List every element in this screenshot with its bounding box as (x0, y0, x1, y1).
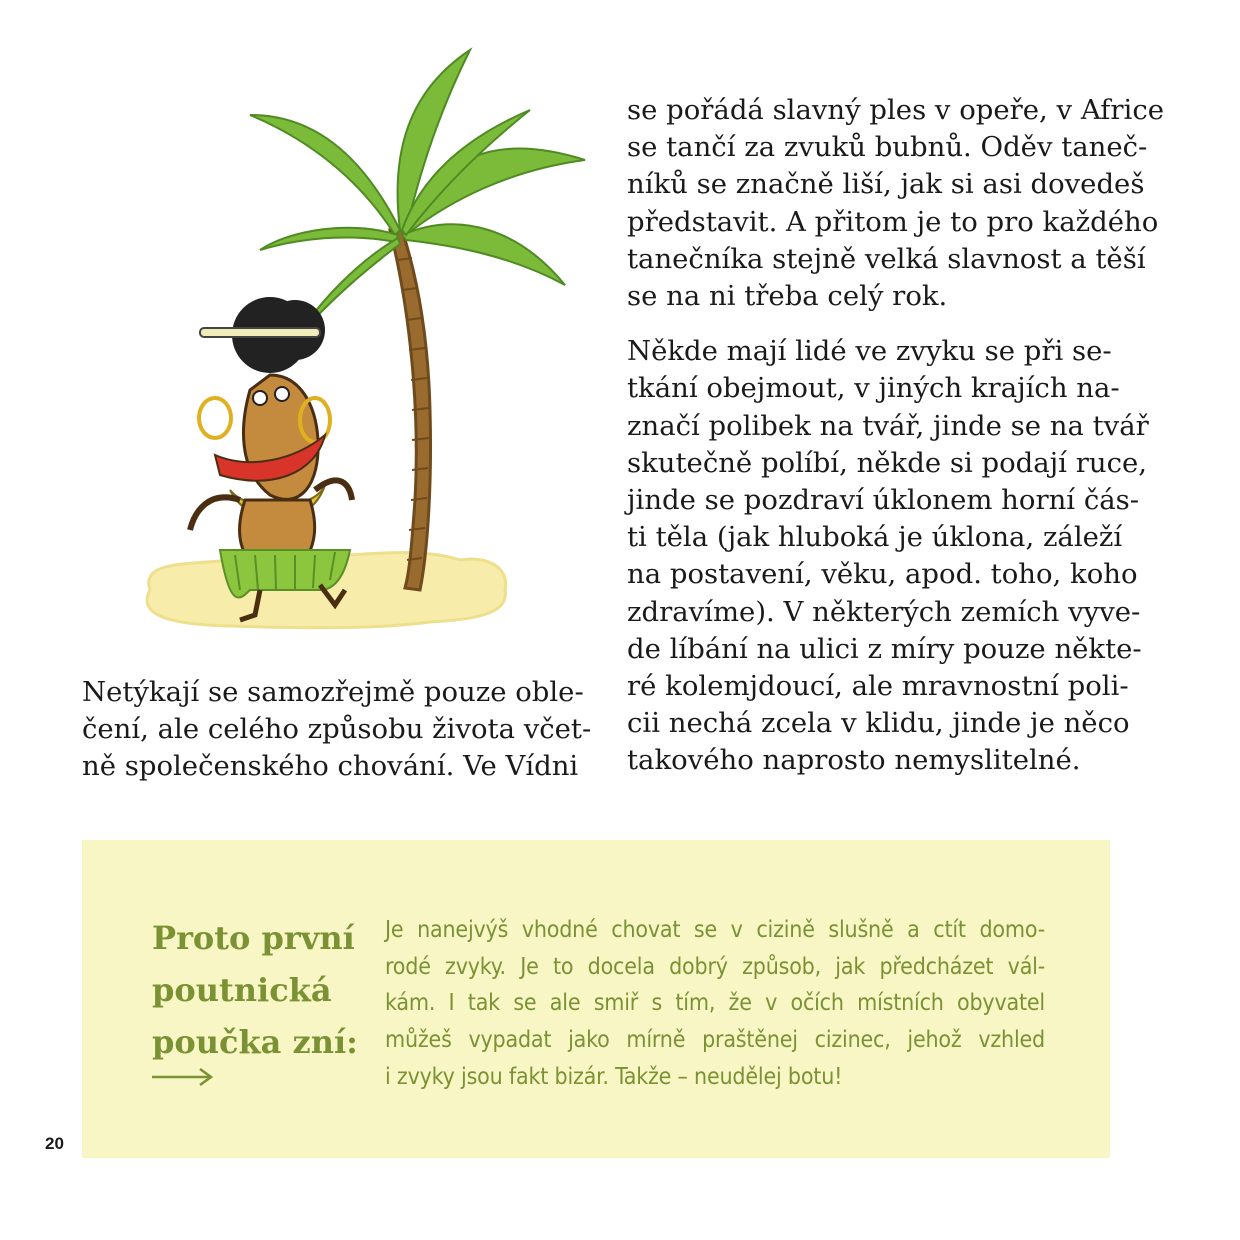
tip-text-line: kám. I tak se ale smiř s tím, že v očích místních obyvatel (385, 990, 1045, 1017)
tip-title-line: poučka zní: (152, 1023, 358, 1061)
right-arrow-icon (152, 1068, 214, 1086)
text-line: takového naprosto nemyslitelné. (627, 744, 1081, 777)
text-line: značí polibek na tvář, jinde se na tvář (627, 409, 1149, 442)
tip-text-line: můžeš vypadat jako mírně praštěnej cizinec, jehož vzhled (385, 1027, 1045, 1054)
text-line: zdravíme). V některých zemích vyve- (627, 595, 1141, 628)
text-line: ně společenského chování. Ve Vídni (82, 750, 579, 783)
tip-text-line: i zvyky jsou fakt bizár. Takže – neudělej botu! (385, 1063, 843, 1090)
right-column-text (627, 92, 1164, 780)
text-line: na postavení, věku, apod. toho, koho (627, 558, 1138, 591)
text-line: níků se značně liší, jak si asi dovedeš (627, 168, 1145, 201)
text-line: ré kolemjdoucí, ale mravnostní poli- (627, 670, 1129, 703)
tip-title-line: poutnická (152, 971, 332, 1009)
text-line: se tančí za zvuků bubnů. Oděv taneč- (627, 131, 1148, 164)
text-line: představit. A přitom je to pro každého (627, 205, 1159, 238)
palm-trunk (390, 230, 431, 590)
tip-text (385, 912, 1045, 1096)
tip-box (82, 840, 1110, 1158)
text-line: čení, ale celého způsobu života včet- (82, 713, 592, 746)
text-line: skutečně políbí, někde si podají ruce, (627, 446, 1147, 479)
text-line: cii nechá zcela v klidu, jinde je něco (627, 707, 1130, 740)
text-line: tanečníka stejně velká slavnost a těší (627, 242, 1146, 275)
paragraph-right-1 (627, 92, 1164, 315)
paragraph-left-1 (82, 674, 592, 786)
text-line: se pořádá slavný ples v opeře, v Africe (627, 94, 1164, 126)
paragraph-right-2 (627, 333, 1149, 779)
text-line: se na ni třeba celý rok. (627, 280, 948, 313)
left-column-text (82, 674, 592, 786)
tip-text-line: rodé zvyky. Je to docela dobrý způsob, jak předcházet vál- (385, 953, 1045, 980)
tip-text-line: Je nanejvýš vhodné chovat se v cizině slušně a ctít domo- (385, 917, 1045, 943)
tip-title-line: Proto první (152, 919, 355, 957)
page-number: 20 (45, 1134, 64, 1153)
tip-title (152, 912, 372, 1068)
palm-tree-dancer-illustration (110, 30, 610, 640)
text-line: tkání obejmout, v jiných krajích na- (627, 372, 1120, 405)
text-line: de líbání na ulici z míry pouze někte- (627, 632, 1142, 665)
text-line: ti těla (jak hluboká je úklona, záleží (627, 521, 1123, 554)
text-line: Netýkají se samozřejmě pouze oble- (82, 676, 584, 708)
text-line: Někde mají lidé ve zvyku se při se- (627, 335, 1112, 368)
text-line: jinde se pozdraví úklonem horní čás- (627, 484, 1140, 517)
